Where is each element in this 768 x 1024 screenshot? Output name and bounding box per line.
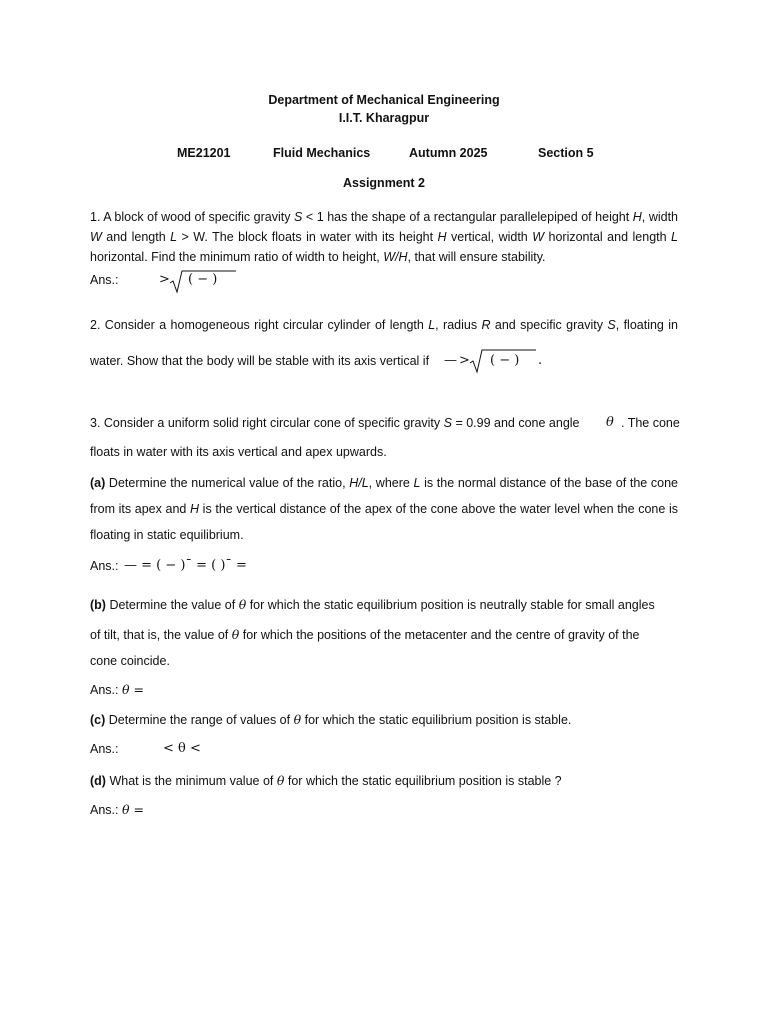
question-2-expr: ( − ) [490,353,520,368]
question-2-fraction: — [444,353,457,368]
question-3d-answer: Ans.: θ = [90,802,144,817]
assignment-title: Assignment 2 [343,176,425,190]
question-3c-answer-expr: < θ < [163,741,201,756]
question-2-text-line1: 2. Consider a homogeneous right circular cylinder of length L, radius R and specific gravity S, floating in [90,318,678,332]
question-2-text-line2: water. Show that the body will be stable with its axis vertical if [90,354,430,368]
question-3d-text: (d) What is the minimum value of θ for which the static equilibrium position is stable ? [90,773,562,788]
institute-title: I.I.T. Kharagpur [338,111,430,125]
department-title: Department of Mechanical Engineering [268,93,500,107]
question-3b-text-line3: cone coincide. [90,654,170,668]
question-1-answer-label: Ans.: [90,273,119,287]
question-1-answer-gt: > [159,272,170,287]
question-3b-text-line1: (b) Determine the value of θ for which the static equilibrium position is neutrally stable for small angles [90,597,655,612]
question-3a-answer-label: Ans.: [90,559,119,573]
question-3c-answer-label: Ans.: [90,742,119,756]
question-3b-answer: Ans.: θ = [90,682,144,697]
section: Section 5 [538,146,594,160]
question-3-text-line1-end: . The cone [621,416,680,430]
semester: Autumn 2025 [409,146,488,160]
question-3a-answer-expr: — = ( − )ˉ = ( )ˉ = [124,558,247,573]
question-3-text-line2: floats in water with its axis vertical and apex upwards. [90,445,387,459]
question-3c-text: (c) Determine the range of values of θ for which the static equilibrium position is stable. [90,712,572,727]
course-name: Fluid Mechanics [273,146,371,160]
question-1-text: 1. A block of wood of specific gravity S < 1 has the shape of a rectangular parallelepiped of height H, width W and length L > W. The block floats in water with its height H vertical, width W horizontal and length L horizontal. Find the minimum ratio of width to height, W/H, that will ensure stability. [90,210,678,264]
question-2-end: . [538,353,543,368]
question-3b-text-line2: of tilt, that is, the value of θ for which the positions of the metacenter and the centre of gravity of the [90,627,640,642]
question-3a-text: (a) Determine the numerical value of the ratio, H/L, where L is the normal distance of the base of the cone from its apex and H is the vertical distance of the apex of the cone above the water level when the cone is floating in static equilibrium. [90,476,678,542]
question-2-gt: > [459,353,470,368]
question-1-answer-expr: ( − ) [188,272,218,287]
question-3-text-line1: 3. Consider a uniform solid right circular cone of specific gravity S = 0.99 and cone angle [90,416,580,430]
course-code: ME21201 [177,146,231,160]
theta-symbol: θ [606,415,614,430]
